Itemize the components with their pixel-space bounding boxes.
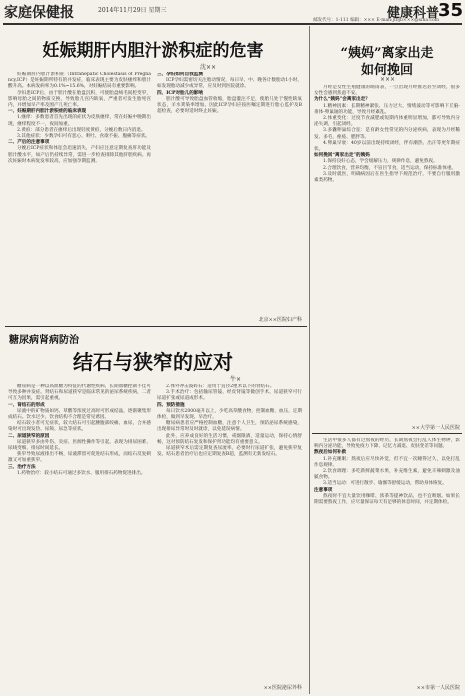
article3-col1 [8, 384, 151, 690]
article3-title: 结石与狭窄的应对 [73, 350, 233, 374]
article1-editor: 北京××医院妇产科 [258, 317, 302, 323]
article-separator [5, 326, 307, 327]
article3-kicker: 糖尿病肾病防治 [9, 335, 79, 346]
article2-title-line2: 如何挽回 [360, 63, 413, 78]
paragraph: ICP孕妇需密切关注胎动情况，每日早、中、晚各计数胎动1小时，如发现胎动减少或异常，应及时到医院就诊。 [157, 78, 302, 90]
article2-body [314, 85, 460, 423]
paragraph: 3.多囊卵巢综合征：是育龄女性常见的内分泌疾病，表现为月经稀发、多毛、痤疮、肥胖等。 [314, 128, 460, 140]
paragraph: 熬夜时不宜大量饮用咖啡、浓茶等提神饮品，也不宜吸烟。如果长期需要熬夜工作，应尽量保证每天有足够的休息时间，并定期体检。 [314, 493, 460, 506]
subheading: 一、妊娠期肝内胆汁淤积症的临床表现 [8, 109, 87, 115]
article4-editor: ××市第一人民医院 [416, 685, 460, 691]
paragraph: 糖尿病患者应严格控制血糖，注意个人卫生，预防泌尿系统感染，出现排尿异常时及时就诊，以免延误病情。 [157, 421, 302, 433]
paragraph: 分娩后ICP症状和体征会迅速消失，产妇应注意定期复查肝功能及胆汁酸水平，如产后仍持续异常，需进一步检查排除其他肝胆疾病。再次妊娠时本病复发率较高，应加强孕期监测。 [8, 146, 151, 164]
page-number: 35 [437, 0, 463, 21]
paragraph: 月经是女性生殖健康的晴雨表，一旦出现月经推迟甚至闭经，很多女性会感到焦虑不安。 [314, 85, 460, 97]
paragraph: 2.体外冲击波碎石：适用于直径2厘米以下的肾结石。 [166, 384, 275, 389]
article2-editor: ××大学第一人民医院 [411, 425, 460, 431]
subheading: 熬夜后如何补救 [314, 450, 347, 456]
masthead [0, 0, 465, 22]
section-title: 家庭保健报 [4, 5, 74, 21]
subheading: 如何挽回“离家出走”的姨妈 [314, 153, 370, 159]
paragraph: 孕妇患ICP后，由于胆汁酸在胎盘沉积，可使胎盘绒毛间腔变窄，影响母胎之间的物质交换，导致胎儿宫内缺氧，严重者可发生胎死宫内，并增加早产率及围产儿死亡率。 [8, 90, 151, 109]
subheading: 三、治疗方法 [8, 464, 36, 470]
paragraph: 生活中很多人都有过熬夜的经历，长期熬夜会打乱人体生物钟，影响内分泌功能，导致免疫力下降、记忆力减退、皮肤变差等问题。 [314, 438, 460, 450]
paragraph: 3.适当运动：可进行散步、瑜伽等舒缓运动，帮助身体恢复。 [323, 481, 447, 487]
subheading: 注意事项 [314, 487, 333, 493]
paragraph: 1.精神因素：长期精神紧张、压力过大、情绪波动等可影响下丘脑-垂体-卵巢轴的功能，导致月经紊乱。 [314, 103, 460, 115]
paragraph: 2.黄疸：部分患者在瘙痒后出现轻度黄疸，分娩后数日内消退。 [17, 127, 146, 133]
subheading: 一、肾结石的形成 [8, 402, 45, 408]
article3-editor: ××医院泌尿外科 [263, 685, 302, 691]
paragraph: 2.饮食调理：多吃新鲜蔬菜水果，补充维生素，避免辛辣刺激及油腻食物。 [314, 469, 460, 481]
paragraph: 糖尿病是一种以高血糖为特征的代谢性疾病，长期血糖控制不佳可导致多种并发症。肾结石和尿道狭窄是临床常见的泌尿系统疾病，二者可互为因果，需引起重视。 [8, 384, 151, 402]
paragraph: 结石较小者可无症状，较大结石可引起腰腹部绞痛、血尿，合并感染时可出现发热、尿频、尿急等症状。 [8, 421, 151, 433]
article1-title: 妊娠期肝内胆汁淤积症的危害 [42, 41, 264, 61]
paragraph: 1.瘙痒：多数患者首先出现的症状为皮肤瘙痒，常在妊娠中晚期出现，瘙痒程度不一，夜间加重。 [8, 115, 151, 127]
article1-col1 [8, 72, 151, 322]
paragraph: 3.手术治疗：包括输尿管镜、经皮肾镜等微创手术，尿道狭窄可行尿道扩张或尿道成形术。 [157, 390, 302, 402]
article3-byline: 牛× [230, 376, 242, 383]
masthead-subline: 邮发代号：1-111 编辑：××× E-mail:jtbjb×××@sina.com [313, 18, 439, 23]
subheading: 为什么“姨妈”会离家出走？ [314, 97, 370, 103]
issue-date: 2014年11月29日 星期三 [98, 7, 167, 14]
paragraph: 妊娠期肝内胆汁淤积症（Intrahepatic Cholestasis of Pregnancy,ICP）是妊娠期所特有的并发症，临床表现主要为皮肤瘙痒和胆汁酸升高。本病发病率为0.1%~15.6%，对妊娠结局有重要影响。 [8, 72, 151, 90]
masthead-rule [3, 23, 462, 25]
paragraph: 胆汁酸可导致胎盘血管收缩，胎盘灌注不足，使胎儿处于慢性缺氧状态，羊水粪染率增加。因此ICP孕妇应按医嘱定期进行胎心监护及B超检查，必要时适时终止妊娠。 [157, 96, 302, 115]
paragraph: 尿道狭窄多由外伤、炎症、医源性操作等引起，表现为排尿困难、尿线变细、排尿时间延长。 [8, 439, 151, 452]
paragraph: 尿液中的矿物质如钙、草酸等浓度过高时可形成结晶，逐渐聚集形成结石。饮水过少、饮食结构不合理是常见诱因。 [8, 408, 151, 421]
article1-byline: 沈×× [200, 64, 217, 71]
paragraph: 狭窄导致尿液排出不畅，尿液滞留可促进结石形成，而结石反复刺激又可加重狭窄。 [8, 452, 151, 464]
subheading: 四、ICP对胎儿的影响 [157, 90, 204, 96]
paragraph: 1.药物治疗：较小结石可通过多饮水、服用排石药物促进排出。 [17, 470, 146, 476]
subheading: 二、产后的注意事项 [8, 140, 50, 146]
article3-col2 [157, 384, 302, 682]
article1-col2 [157, 72, 302, 322]
paragraph: 3.及时就医，明确病因后在医生指导下规范治疗，不要自行服用激素类药物。 [314, 171, 460, 184]
paragraph: 2.合理饮食，营养均衡，不盲目节食，适当运动，保持标准体重。 [323, 165, 457, 171]
paragraph: 3.其他症状：少数孕妇可有恶心、呕吐、食欲不振、腹痛等症状。 [17, 134, 151, 140]
paragraph: 1.补充睡眠：熬夜后应尽快补觉，但不宜一次睡得过久，以免打乱作息规律。 [314, 456, 460, 468]
paragraph: 尿道狭窄术后需定期复查尿流率，必要时行尿道扩张，避免狭窄复发。结石患者治疗后也应定期复查B超，监测有无新发结石。 [157, 446, 302, 458]
paragraph: 每日饮水2000毫升以上，少吃高草酸食物，控制血糖、血压，定期体检，做到早发现、早治疗。 [157, 408, 302, 421]
article2-byline: ××× [380, 76, 396, 83]
column-divider [309, 26, 310, 694]
subheading: 二、尿道狭窄的原因 [8, 433, 50, 439]
paragraph: 此外，应养成良好的生活习惯，戒烟限酒，适量运动，保持心情舒畅，这对预防结石复发和保护肾功能均有重要意义。 [157, 433, 302, 445]
article-separator [312, 433, 462, 434]
article2-title: “姨妈”离家出走 [340, 46, 434, 61]
subheading: 四、预防措施 [157, 402, 185, 408]
paragraph: 4.卵巢早衰：40岁以前出现持续闭经，伴有潮热、出汗等更年期症状。 [314, 140, 460, 153]
subheading: 三、孕妇如何自我监测 [157, 72, 203, 77]
right-section-title: 健康科普 [386, 6, 439, 21]
paragraph: 1.保持良好心态，学会缓解压力，规律作息，避免熬夜。 [323, 159, 438, 165]
article4-body [314, 438, 460, 682]
paragraph: 2.体重变化：过度节食减肥或短期内体重明显增加，都可导致内分泌失调，引起闭经。 [314, 116, 460, 128]
